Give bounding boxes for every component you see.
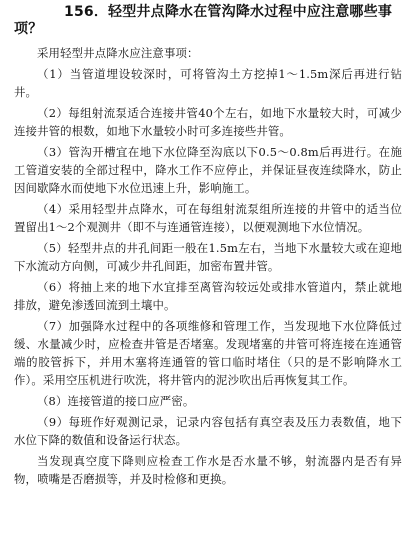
item-7-paragraph: （7）加强降水过程中的各项维修和管理工作，当发现地下水位降低过缓、水量减少时，应检查井管是否堵塞。发现堵塞的井管可将连接在连通管端的胶管拆下，并用木塞将连通管的管口临时堵住（只的是不影响降水工作）。采用空压机进行吹洗，将井管内的泥沙吹出后再恢复其工作。 <box>14 319 402 387</box>
item-1-paragraph: （1）当管道埋设较深时，可将管沟土方挖掉1～1.5m深后再进行钻井。 <box>14 67 402 99</box>
item-8-paragraph: （8）连接管道的接口应严密。 <box>37 394 195 408</box>
intro-paragraph: 采用轻型井点降水应注意事项： <box>37 46 199 60</box>
closing-paragraph: 当发现真空度下降则应检查工作水是否水量不够，射流器内是否有异物，喷嘴是否磨损等，并及时检修和更换。 <box>14 454 402 486</box>
item-9-paragraph: （9）每班作好观测记录，记录内容包括有真空表及压力表数值，地下水位下降的数值和设备运行状态。 <box>14 415 402 447</box>
item-4-paragraph: （4）采用轻型井点降水，可在每组射流泵组所连接的井管中的适当位置留出1～2个观测井（即不与连通管连接），以便观测地下水位情况。 <box>14 202 402 234</box>
item-2-paragraph: （2）每组射流泵适合连接井管40个左右，如地下水量较大时，可减少连接井管的根数，如地下水量较小时可多连接些井管。 <box>14 106 402 138</box>
question-title: 156．轻型井点降水在管沟降水过程中应注意哪些事项？ <box>14 4 393 37</box>
item-5-paragraph: （5）轻型井点的井孔间距一般在1.5m左右，当地下水量较大或在迎地下水流动方向侧，可减少井孔间距，加密布置井管。 <box>14 241 402 273</box>
item-3-paragraph: （3）管沟开槽宜在地下水位降至沟底以下0.5～0.8m后再进行。在施工管道安装的全部过程中，降水工作不应停止，并保证昼夜连续降水，防止因间歇降水而使地下水位迅速上升，影响施工。 <box>14 145 402 195</box>
item-6-paragraph: （6）将抽上来的地下水宜排至离管沟较远处或排水管道内，禁止就地排放，避免渗透回流到土壤中。 <box>14 280 402 312</box>
